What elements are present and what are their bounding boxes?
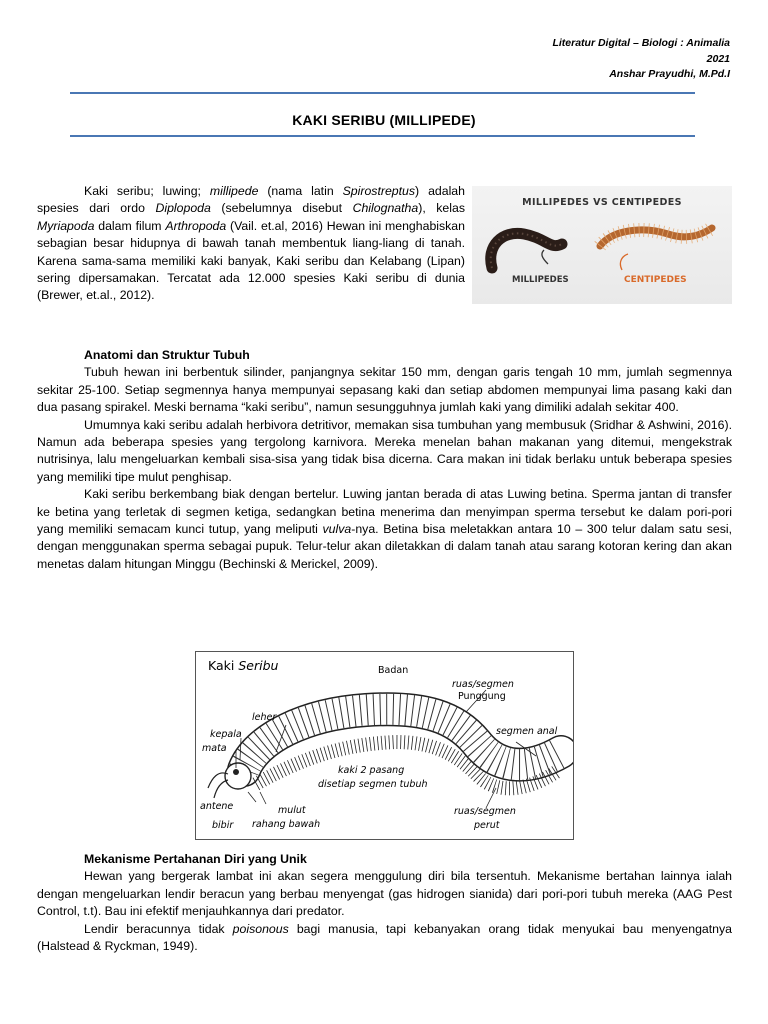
- intro-italic-spirostreptus: Spirostreptus: [342, 184, 416, 198]
- anatomy-paragraph-3: [37, 486, 732, 573]
- defense-section: [37, 851, 732, 955]
- millipedes-vs-centipedes-image: [472, 186, 732, 304]
- anatomy-heading: Anatomi dan Struktur Tubuh: [84, 348, 250, 362]
- defense-paragraph-1: Hewan yang bergerak lambat ini akan segera menggulung diri bila tersentuh. Mekanisme bertahan lainnya ialah dengan mengeluarkan lendir beracun yang berbau menyengat (gas hidrogen sianida) dari pori-pori tubuh mereka (AAG Pest Control, t.t). Bau ini efektif menjauhkannya dari predator.: [37, 869, 732, 919]
- defense-italic-poisonous: poisonous: [232, 921, 289, 936]
- diagram-title-a: Kaki: [208, 658, 235, 673]
- intro-text: ), kelas: [418, 201, 465, 216]
- intro-italic-chilognatha: Chilognatha: [352, 201, 419, 216]
- label-perut: perut: [474, 820, 500, 831]
- intro-italic-myriapoda: Myriapoda: [37, 218, 95, 233]
- label-leher: leher: [252, 712, 277, 723]
- anatomy-italic-vulva: vulva: [322, 522, 352, 537]
- label-antene: antene: [200, 801, 234, 812]
- intro-paragraph: [37, 183, 465, 305]
- label-ruas-segmen-bottom: ruas/segmen: [454, 806, 516, 817]
- intro-italic-arthropoda: Arthropoda: [165, 218, 227, 233]
- defense-text: bagi manusia, tapi kebanyakan orang tidak menyukai bau menyengatnya (Halstead & Ryckman, 1949).: [37, 921, 733, 954]
- top-rule: [70, 92, 695, 94]
- intro-italic-diplopoda: Diplopoda: [155, 201, 211, 216]
- label-mulut: mulut: [278, 805, 306, 816]
- anatomy-paragraph-1: Tubuh hewan ini berbentuk silinder, panjangnya sekitar 150 mm, dengan garis tengah 10 mm, jumlah segmennya sekitar 25-100. Setiap segmennya hanya mempunyai sepasang kaki dan setiap abdomen mempunyai lima pasang kaki dan dua pasang spirakel. Meski bernama “kaki seribu”, namun sesungguhnya jumlah kaki yang dimiliki adalah sekitar 400.: [37, 365, 732, 415]
- intro-text: (nama latin: [258, 184, 343, 198]
- document-header: [552, 36, 730, 83]
- anatomy-section: [37, 347, 732, 573]
- anatomy-text: -nya. Betina bisa meletakkan antara 10 – 300 telur dalam satu sesi, dengan menggunakan sperma sebagai pupuk. Telur-telur akan diletakkan di dalam tanah atau sarang kotoran kering dan akan menetas dalam hitungan Minggu (Bechinski & Merickel, 2009).: [37, 522, 732, 571]
- photo-illustration: [472, 186, 732, 304]
- label-bibir: bibir: [212, 820, 234, 831]
- millipede-anatomy-diagram: [195, 651, 574, 840]
- page-title: KAKI SERIBU (MILLIPEDE): [292, 112, 476, 128]
- label-badan: Badan: [378, 665, 409, 676]
- diagram-title-b: Seribu: [234, 658, 279, 673]
- label-segmen-anal: segmen anal: [496, 726, 558, 737]
- label-disetiap-segmen: disetiap segmen tubuh: [318, 779, 428, 790]
- intro-text: Kaki seribu; luwing;: [84, 184, 210, 198]
- photo-label-millipedes: MILLIPEDES: [512, 275, 569, 285]
- photo-label-centipedes: CENTIPEDES: [624, 275, 687, 285]
- title-rule: [70, 135, 695, 137]
- intro-text: (Vail. et.al, 2016) Hewan ini menghabiskan sebagian besar hidupnya di bawah tanah membentuk liang-liang di tanah. Karena sama-sama memiliki kaki banyak, Kaki seribu dan Kelabang (Lipan) sering dipersamakan. Tercatat ada 12.000 spesies Kaki seribu di dunia (Brewer, et.al., 2012).: [37, 218, 465, 303]
- anatomy-text: Kaki seribu berkembang biak dengan bertelur. Luwing jantan berada di atas Luwing betina. Sperma jantan di transfer ke betina yang terletak di segmen ketiga, sedangkan betina menerima dan menyimpan sperma tersebut ke dalam pori-pori yang memiliki semacam kunci tutup, yang meliputi: [37, 487, 732, 537]
- millipede-drawing: [196, 652, 573, 839]
- label-kaki-2-pasang: kaki 2 pasang: [338, 765, 405, 776]
- label-mata: mata: [202, 743, 227, 754]
- label-kepala: kepala: [210, 729, 242, 740]
- intro-text: ) adalah spesies dari ordo: [37, 184, 465, 216]
- intro-text: dalam filum: [94, 218, 166, 233]
- anatomy-paragraph-2: Umumnya kaki seribu adalah herbivora detritivor, memakan sisa tumbuhan yang membusuk (Sridhar & Ashwini, 2016). Namun ada beberapa spesies yang tergolong karnivora. Mereka menelan bahan makanan yang ditemui, mengekstrak nutrisinya, lalu mengeluarkan kembali sisa-sisa yang tidak bisa dicerna. Cara makan ini tidak berlaku untuk beberapa spesies yang memiliki tipe mulut penghisap.: [37, 417, 732, 484]
- defense-paragraph-2: [37, 921, 732, 956]
- label-ruas-segmen-top: ruas/segmen: [452, 679, 514, 690]
- label-punggung: Punggung: [458, 691, 506, 702]
- header-author: Anshar Prayudhi, M.Pd.I: [609, 68, 730, 80]
- header-subject: Literatur Digital – Biologi : Animalia: [552, 37, 730, 49]
- label-rahang-bawah: rahang bawah: [252, 819, 321, 830]
- intro-text: (sebelumnya disebut: [210, 201, 353, 216]
- defense-heading: Mekanisme Pertahanan Diri yang Unik: [84, 852, 307, 866]
- intro-italic-millipede: millipede: [209, 184, 259, 198]
- header-year: 2021: [706, 52, 730, 65]
- photo-title: MILLIPEDES VS CENTIPEDES: [522, 197, 682, 208]
- defense-text: Lendir beracunnya tidak: [84, 921, 233, 936]
